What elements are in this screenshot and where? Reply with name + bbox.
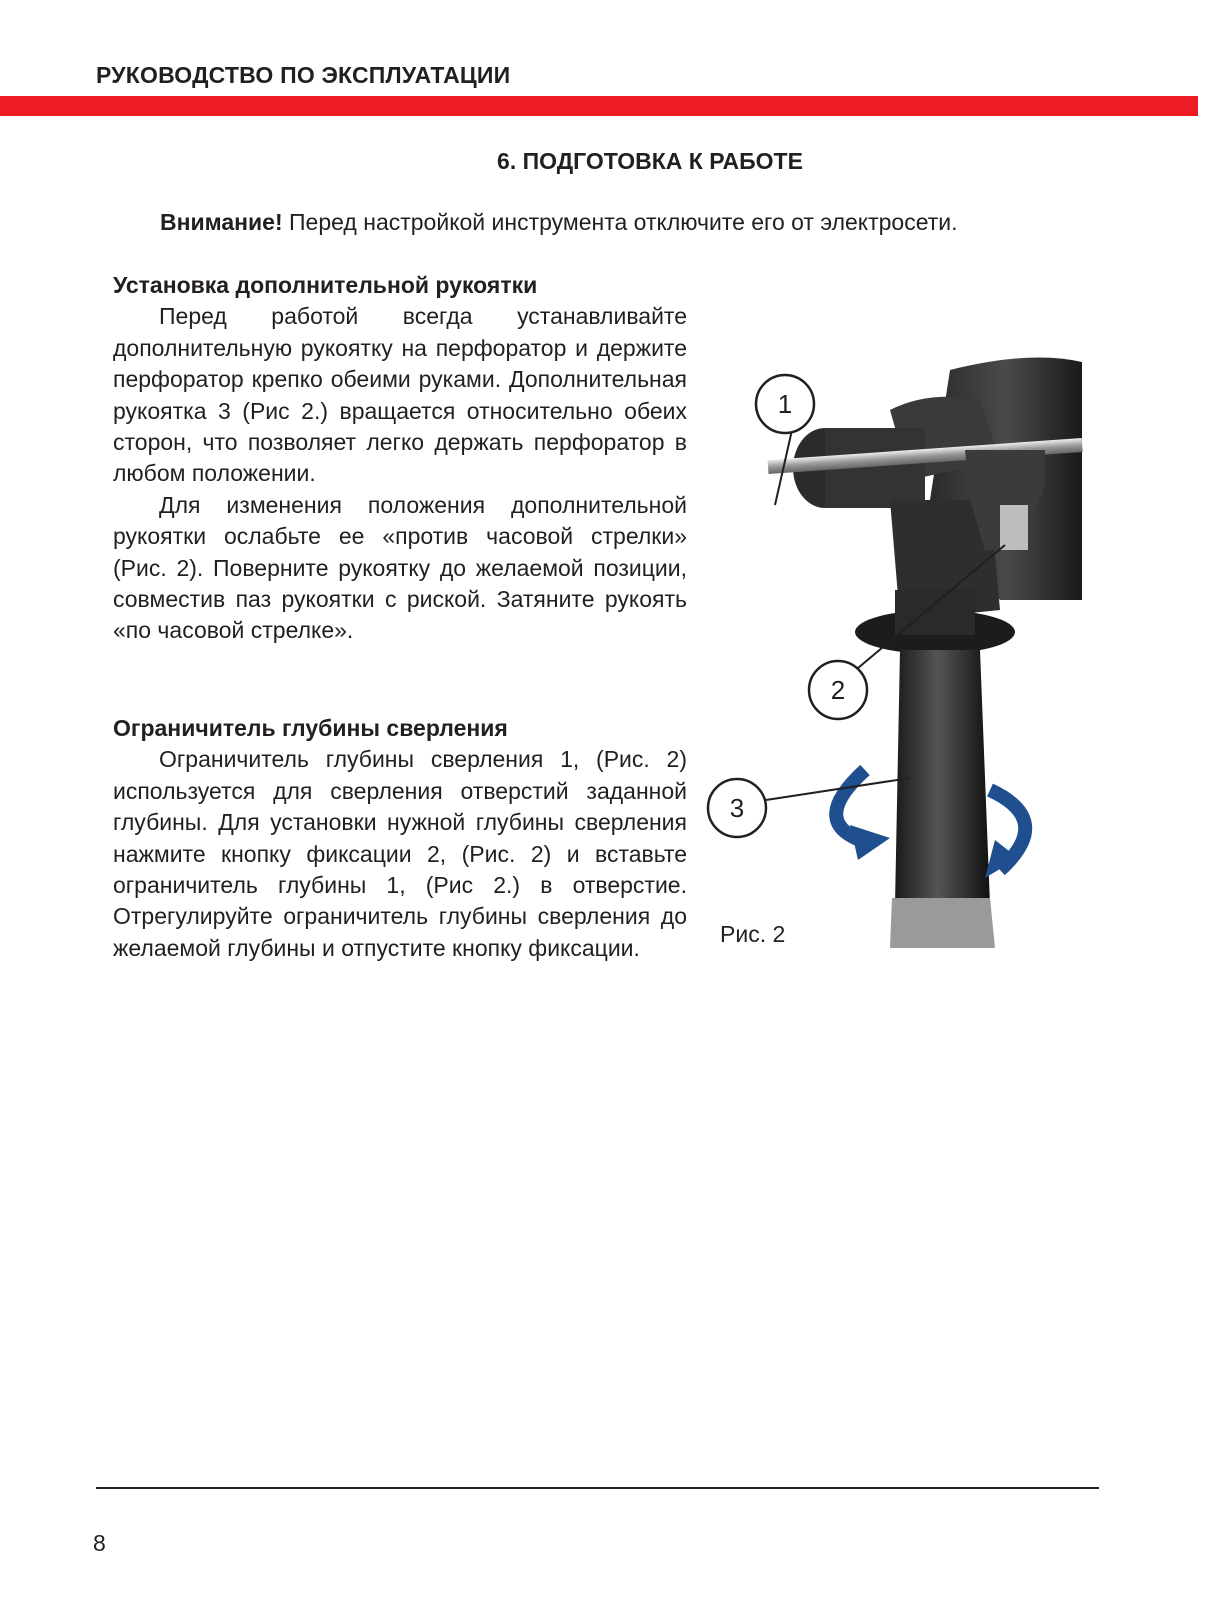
footer-rule — [96, 1487, 1099, 1489]
warning-label: Внимание! — [160, 209, 283, 235]
section-title: 6. ПОДГОТОВКА К РАБОТЕ — [497, 148, 803, 174]
handle-heading: Установка дополнительной рукоятки — [113, 272, 538, 298]
callout-1-label: 1 — [777, 389, 793, 419]
running-header: РУКОВОДСТВО ПО ЭКСПЛУАТАЦИИ — [96, 62, 511, 88]
figure-caption: Рис. 2 — [720, 921, 786, 947]
depth-paragraph: Ограничитель глубины сверления 1, (Рис. 2) используется для сверления отверстий заданной глубины. Для установки нужной глубины сверления нажмите кнопку фиксации 2, (Рис. 2) и вставьте ограничитель глубины 1, (Рис 2.) в отверстие. Отрегулируйте ограничитель глубины сверления до желаемой глубины и отпустите кнопку фиксации. — [113, 746, 687, 961]
handle-installation-section — [113, 270, 687, 647]
callout-2-label: 2 — [830, 675, 846, 705]
header-accent-bar — [0, 96, 1198, 116]
depth-stop-section — [113, 713, 687, 964]
handle-paragraph: Для изменения положения дополнительной рукоятки ослабьте ее «против часовой стрелки» (Рис. 2). Поверните рукоятку до желаемой позиции, совместив паз рукоятки с риской. Затяните рукоять «по часовой стрелке». — [113, 491, 687, 644]
depth-heading: Ограничитель глубины сверления — [113, 715, 508, 741]
warning-text: Перед настройкой инструмента отключите его от электросети. — [282, 209, 958, 235]
rotary-hammer-figure — [700, 350, 1100, 970]
handle-paragraph: Перед работой всегда устанавливайте дополнительную рукоятку на перфоратор и держите перфоратор крепко обеими руками. Дополнительная рукоятка 3 (Рис 2.) вращается относительно обеих сторон, что позволяет легко держать перфоратор в любом положении. — [113, 303, 687, 487]
page-number: 8 — [93, 1530, 106, 1556]
callout-3-label: 3 — [729, 793, 745, 823]
warning-note — [160, 209, 958, 236]
